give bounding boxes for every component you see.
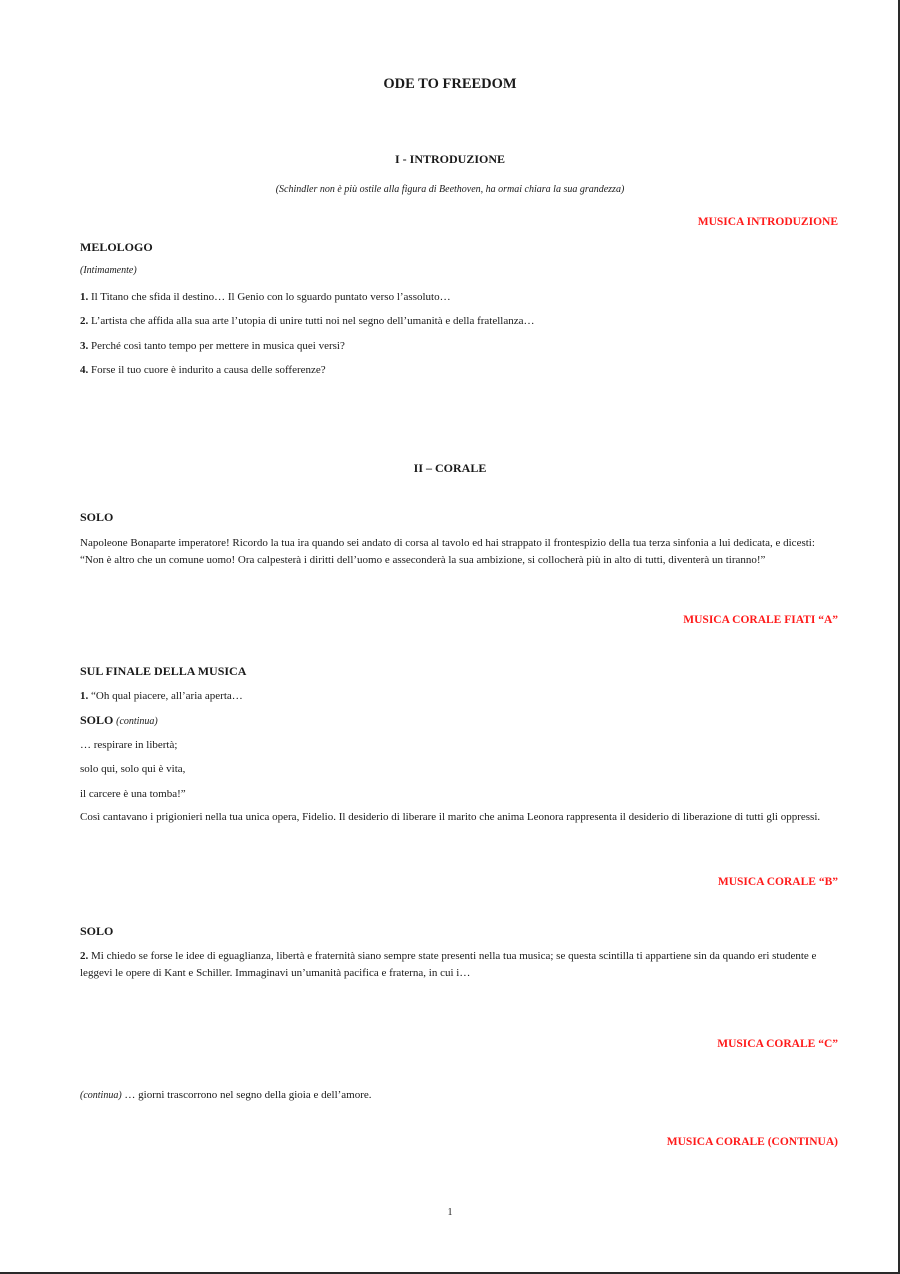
speaker-melologo: MELOLOGO xyxy=(80,240,153,254)
music-cue-fiati-a: MUSICA CORALE FIATI “A” xyxy=(683,614,838,626)
melologo-line-4: 4. Forse il tuo cuore è indurito a causa delle sofferenze? xyxy=(80,364,326,376)
verse-line-3: il carcere è una tomba!” xyxy=(80,788,186,800)
melologo-line-2: 2. L’artista che affida alla sua arte l’utopia di unire tutti noi nel segno dell’umanità e della fratellanza… xyxy=(80,315,535,327)
finale-line-1: 1. “Oh qual piacere, all’aria aperta… xyxy=(80,690,243,702)
speaker-solo-continua: SOLO (continua) xyxy=(80,713,158,727)
solo-2-paragraph: 2. Mi chiedo se forse le idee di eguaglianza, libertà e fraternità siano sempre state presenti nella tua musica; se questa scintilla ti appartiene sin da quando eri studente e leggevi le opere di Kant e Schiller. Immaginavi un’umanità pacifica e fraterna, in cui i… xyxy=(80,950,817,979)
music-cue-corale-c: MUSICA CORALE “C” xyxy=(717,1038,838,1050)
music-cue-corale-continua: MUSICA CORALE (CONTINUA) xyxy=(666,1136,838,1148)
melologo-line-1: 1. Il Titano che sfida il destino… Il Genio con lo sguardo puntato verso l’assoluto… xyxy=(80,291,451,303)
section-heading-corale: II – CORALE xyxy=(413,461,487,475)
speaker-solo-1: SOLO xyxy=(80,510,114,524)
page-number: 1 xyxy=(447,1207,453,1218)
manner-note: (Intimamente) xyxy=(80,265,137,276)
verse-line-2: solo qui, solo qui è vita, xyxy=(80,763,186,775)
speaker-solo-2: SOLO xyxy=(80,924,114,938)
fidelio-paragraph: Così cantavano i prigionieri nella tua unica opera, Fidelio. Il desiderio di liberare il marito che anima Leonora rappresenta il desiderio di liberazione di tutti gli oppressi. xyxy=(80,811,821,823)
music-cue-corale-b: MUSICA CORALE “B” xyxy=(717,876,838,888)
verse-line-1: … respirare in libertà; xyxy=(80,739,178,751)
music-cue-introduzione: MUSICA INTRODUZIONE xyxy=(697,216,838,228)
continua-line: (continua) … giorni trascorrono nel segno della gioia e dell’amore. xyxy=(80,1089,372,1101)
stage-direction: (Schindler non è più ostile alla figura di Beethoven, ha ormai chiara la sua grandezza) xyxy=(275,184,625,195)
document-title: ODE TO FREEDOM xyxy=(383,76,517,92)
melologo-line-3: 3. Perché così tanto tempo per mettere in musica quei versi? xyxy=(80,340,345,352)
speaker-sul-finale: SUL FINALE DELLA MUSICA xyxy=(80,664,247,678)
section-heading-introduzione: I - INTRODUZIONE xyxy=(394,152,505,166)
solo-1-paragraph: Napoleone Bonaparte imperatore! Ricordo la tua ira quando sei andato di corsa al tavolo ed hai strappato il frontespizio della tua terza sinfonia a lui dedicata, e dicesti: “Non è altro che un comune uomo! Ora calpesterà i diritti dell’uomo e asseconderà la sua ambizione, si collocherà più in alto di tutti, diventerà un tiranno!” xyxy=(80,537,815,566)
